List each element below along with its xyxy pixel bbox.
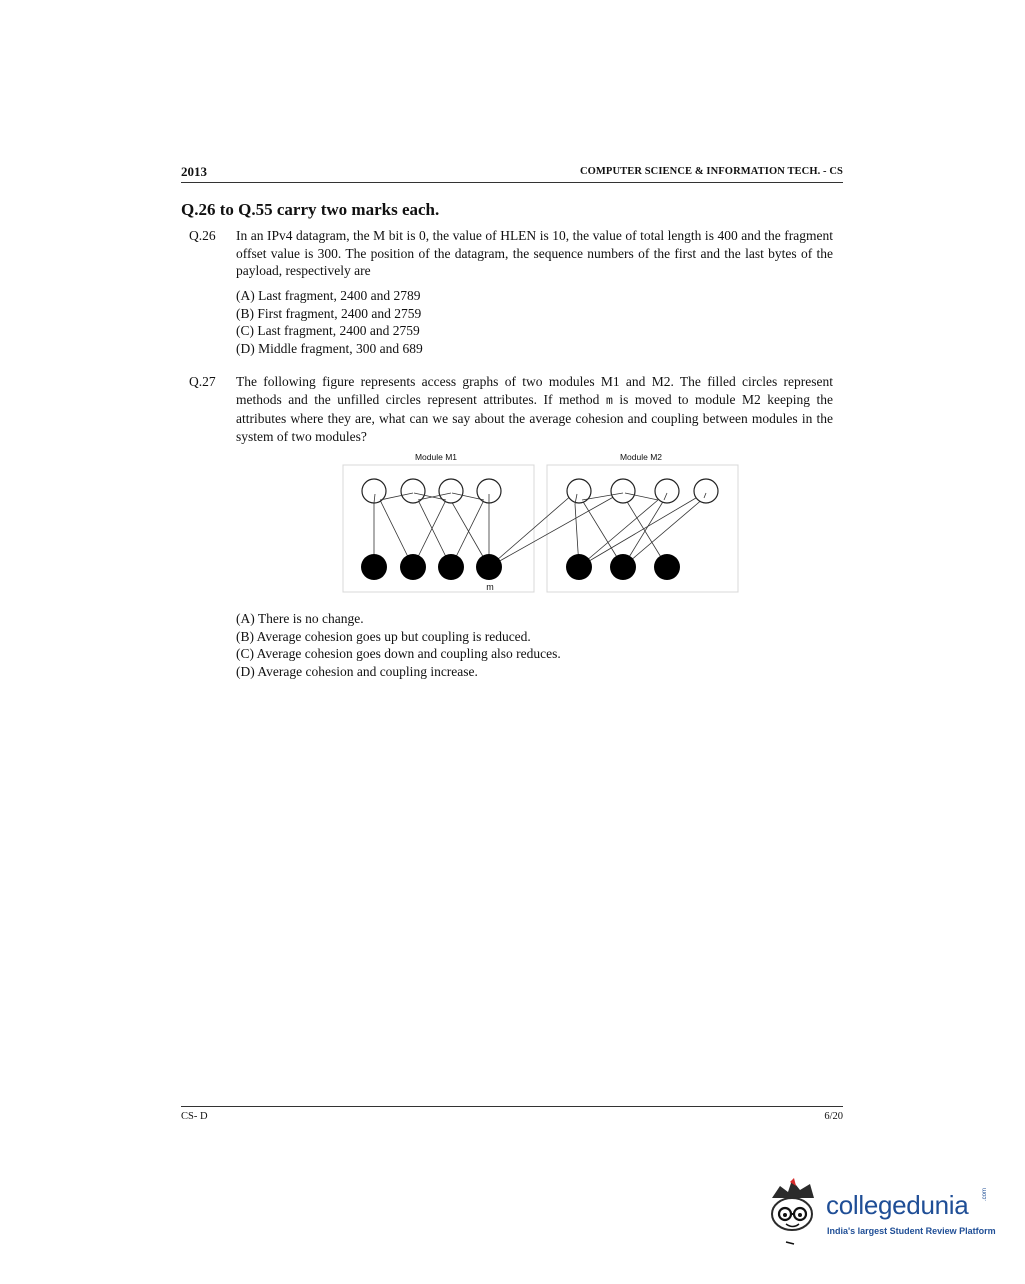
page-header	[181, 164, 843, 183]
access-edges	[374, 494, 704, 567]
module-m1-label: Module M1	[414, 452, 458, 462]
method-m-label: m	[486, 582, 494, 592]
method-node	[610, 554, 636, 580]
attribute-node	[611, 479, 635, 503]
method-node-m	[476, 554, 502, 580]
question-text-27-part1: The following figure represents access graphs of two modules M1 and M2. The filled circles represent methods and the unfilled circles represent attributes. If method	[236, 374, 833, 407]
question-text-26: In an IPv4 datagram, the M bit is 0, the value of HLEN is 10, the value of total length is 400 and the fragment offset value is 300. The position of the datagram, the sequence numbers of the first and the last bytes of the payload, respectively are	[236, 228, 833, 278]
option-a-q27: (A) There is no change.	[236, 611, 364, 626]
subject-title: COMPUTER SCIENCE & INFORMATION TECH. - CS	[579, 166, 843, 177]
method-name: m	[605, 394, 613, 408]
method-node	[438, 554, 464, 580]
page-footer	[181, 1106, 843, 1121]
method-node	[361, 554, 387, 580]
brand-tld: .com	[982, 1187, 988, 1201]
page-number: 6/20	[824, 1111, 843, 1122]
edge	[489, 494, 573, 567]
option-b-q26: (B) First fragment, 2400 and 2759	[236, 305, 422, 321]
mascot-icon	[766, 1176, 826, 1248]
exam-year: 2013	[181, 164, 207, 179]
option-c-q27: (C) Average cohesion goes down and coupling also reduces.	[236, 646, 561, 661]
method-nodes	[361, 554, 680, 580]
option-b-q27: (B) Average cohesion goes up but coupling is reduced.	[236, 628, 531, 644]
access-graph-svg	[340, 448, 742, 596]
question-number-27: Q.27	[189, 374, 216, 389]
brand-name: collegedunia	[826, 1190, 969, 1220]
question-number-26: Q.26	[189, 228, 216, 243]
option-d-q26: (D) Middle fragment, 300 and 689	[236, 340, 423, 356]
brand-tagline: India's largest Student Review Platform	[827, 1226, 996, 1236]
method-node	[654, 554, 680, 580]
paper-code: CS- D	[181, 1111, 208, 1122]
options-q27	[236, 610, 561, 680]
option-a-q26: (A) Last fragment, 2400 and 2789	[236, 288, 421, 303]
method-node	[566, 554, 592, 580]
options-q26	[236, 287, 423, 357]
access-graph-figure	[340, 448, 742, 601]
section-title: Q.26 to Q.55 carry two marks each.	[181, 200, 440, 219]
option-d-q27: (D) Average cohesion and coupling increase.	[236, 663, 478, 679]
question-text-27	[236, 373, 833, 445]
method-node	[400, 554, 426, 580]
collegedunia-logo[interactable]	[766, 1176, 996, 1248]
question-text-27-part2: is moved to module M2 keeping the attributes where they are, what can we say about the average cohesion and coupling between modules in the system of two modules?	[236, 391, 833, 444]
attribute-node	[694, 479, 718, 503]
option-c-q26: (C) Last fragment, 2400 and 2759	[236, 323, 420, 338]
attribute-node	[655, 479, 679, 503]
module-m2-label: Module M2	[619, 452, 663, 462]
